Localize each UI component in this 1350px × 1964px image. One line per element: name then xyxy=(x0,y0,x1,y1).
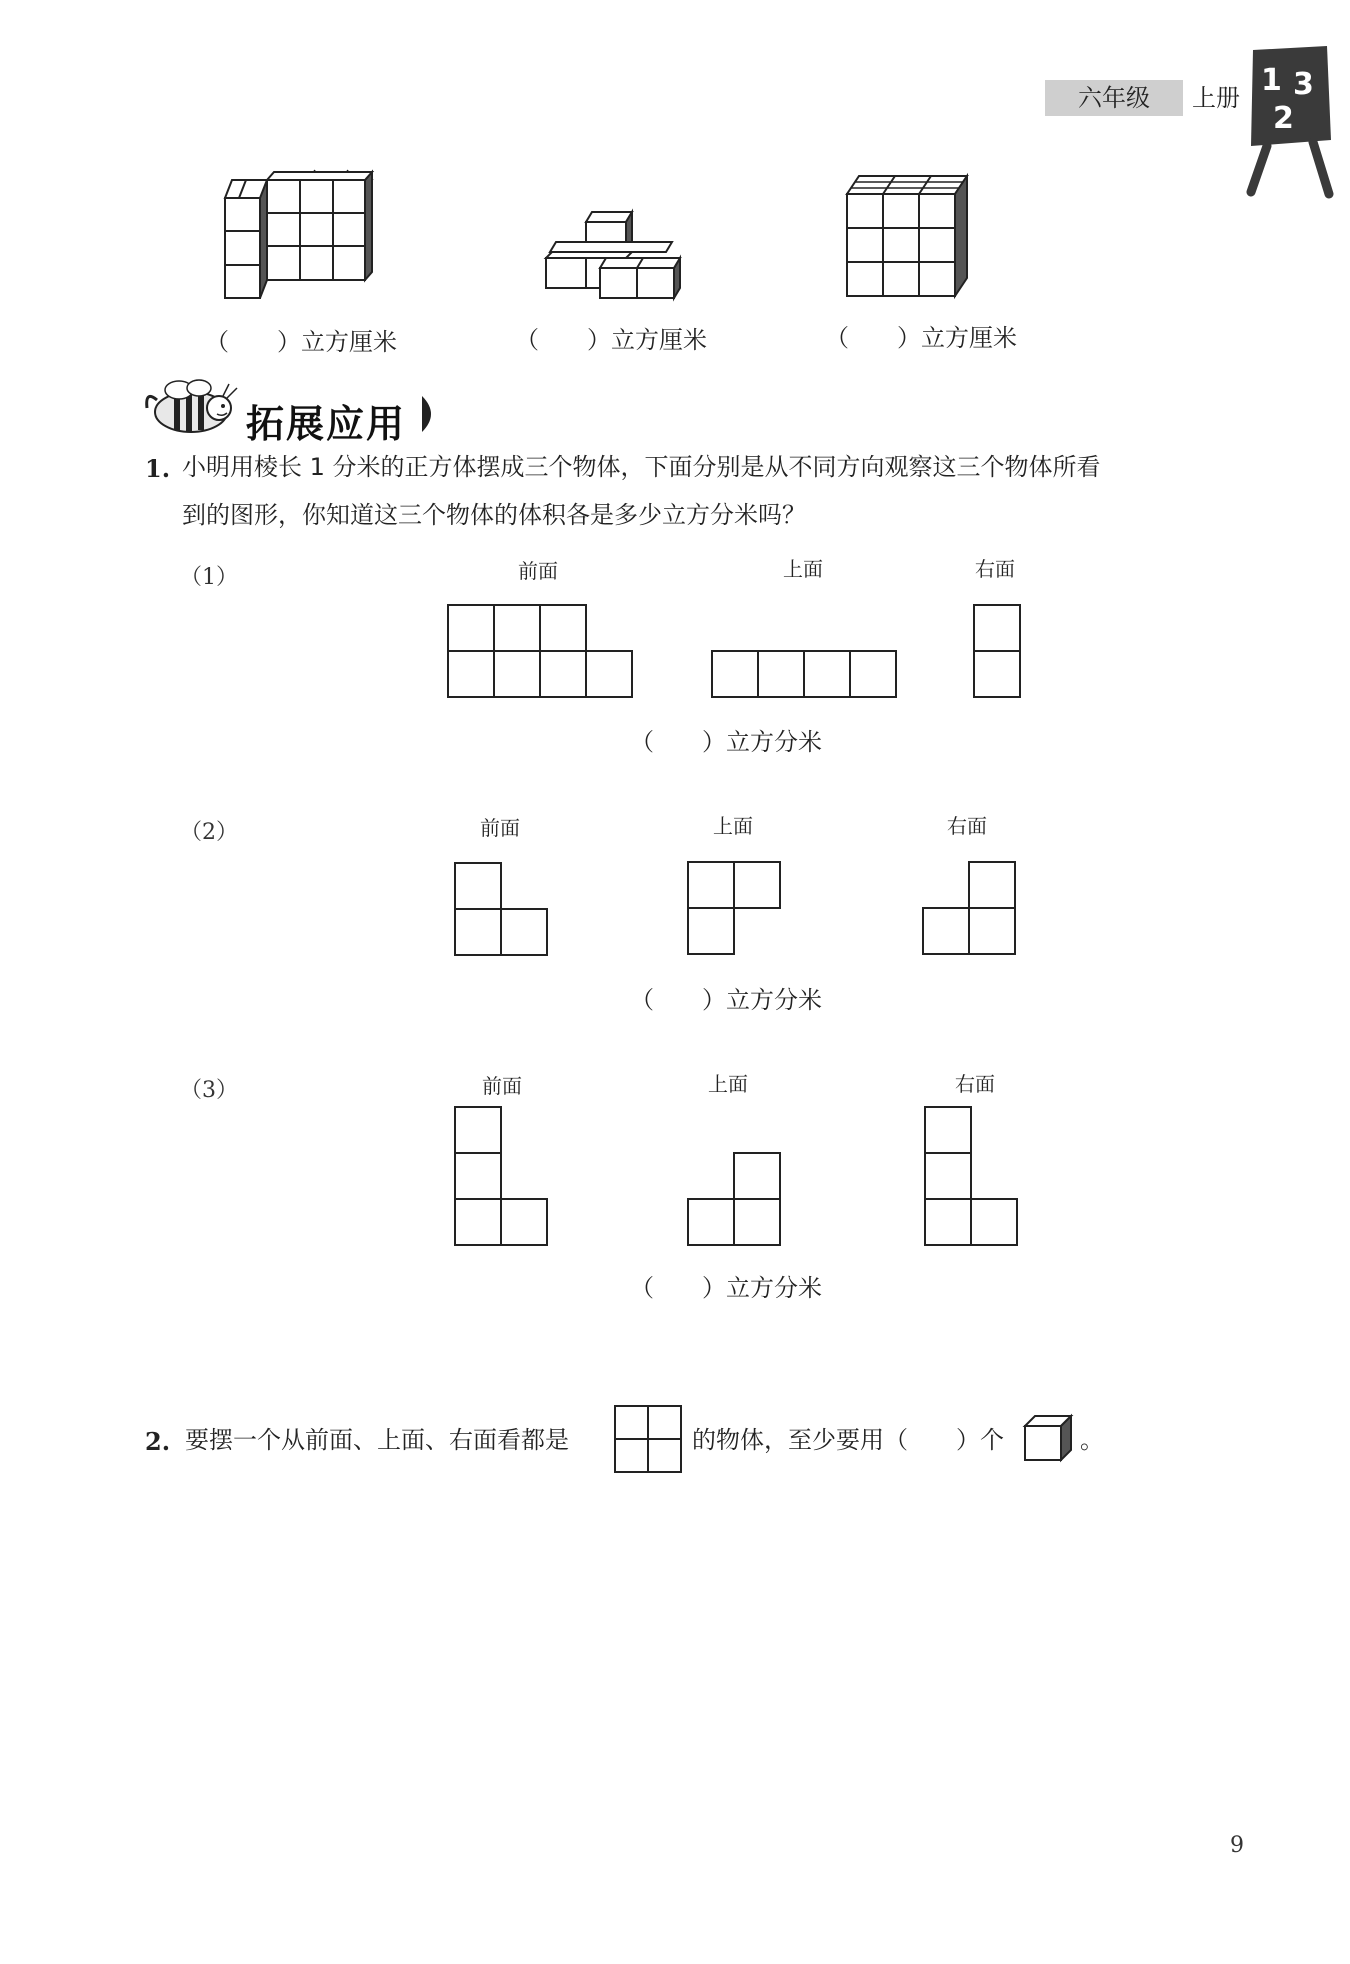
part-1-top-view xyxy=(711,650,897,698)
part-3-right-label: 右面 xyxy=(955,1072,995,1096)
question-1-number: 1. xyxy=(145,454,171,483)
part-2-answer[interactable]: （ ）立方分米 xyxy=(630,986,822,1014)
top-caption-1 xyxy=(205,322,397,357)
part-1-right-view xyxy=(973,604,1021,698)
cube-figure-1 xyxy=(220,170,380,305)
part-2-top-label: 上面 xyxy=(713,814,753,838)
part-2-top-view xyxy=(687,861,781,955)
volume-label: 上册 xyxy=(1192,84,1240,112)
question-2-text-end: 。 xyxy=(1080,1426,1104,1454)
part-1-answer[interactable]: （ ）立方分米 xyxy=(630,728,822,756)
part-3-top-label: 上面 xyxy=(708,1072,748,1096)
part-2-label: （2） xyxy=(180,820,238,845)
part-1-front-label: 前面 xyxy=(518,559,558,583)
section-title: 拓展应用 xyxy=(246,402,407,446)
cube-figure-2 xyxy=(540,210,680,300)
part-2-front-label: 前面 xyxy=(480,816,520,840)
bee-icon xyxy=(143,378,243,438)
part-2-right-label: 右面 xyxy=(947,814,987,838)
chalkboard-logo xyxy=(1245,42,1335,202)
question-1-line-1: 小明用棱长 1 分米的正方体摆成三个物体，下面分别是从不同方向观察这三个物体所看 xyxy=(182,453,1101,481)
answer-blank[interactable]: （ ） xyxy=(825,324,921,352)
top-caption-3 xyxy=(825,318,1017,353)
part-3-front-label: 前面 xyxy=(482,1074,522,1098)
unit-label: 立方厘米 xyxy=(921,324,1017,352)
question-2-text-middle: 的物体，至少要用（ ）个 xyxy=(692,1426,1004,1454)
unit-label: 立方厘米 xyxy=(301,328,397,356)
logo-digit-3: 3 xyxy=(1293,67,1314,102)
part-3-top-view xyxy=(687,1152,781,1246)
part-1-top-label: 上面 xyxy=(783,557,823,581)
part-3-label: （3） xyxy=(180,1078,238,1103)
top-caption-2 xyxy=(515,320,707,355)
logo-digit-1: 1 xyxy=(1261,63,1282,98)
unit-label: 立方厘米 xyxy=(611,326,707,354)
logo-digit-2: 2 xyxy=(1273,101,1294,136)
question-2-text-before: 要摆一个从前面、上面、右面看都是 xyxy=(185,1426,569,1454)
answer-blank[interactable]: （ ） xyxy=(515,326,611,354)
page-number: 9 xyxy=(1230,1833,1244,1858)
question-2-number: 2. xyxy=(145,1427,171,1456)
part-3-right-view xyxy=(924,1106,1018,1246)
part-1-front-view xyxy=(447,604,633,698)
part-2-front-view xyxy=(454,862,548,956)
question-2-grid-figure xyxy=(614,1405,682,1473)
small-cube-icon xyxy=(1022,1413,1074,1463)
part-1-right-label: 右面 xyxy=(975,557,1015,581)
question-1-line-2: 到的图形，你知道这三个物体的体积各是多少立方分米吗？ xyxy=(182,501,806,529)
section-title-end-cap xyxy=(420,394,442,434)
answer-blank[interactable]: （ ） xyxy=(205,328,301,356)
cube-figure-3 xyxy=(845,172,995,302)
part-3-answer[interactable]: （ ）立方分米 xyxy=(630,1274,822,1302)
grade-label: 六年级 xyxy=(1045,80,1183,116)
part-2-right-view xyxy=(922,861,1016,955)
part-3-front-view xyxy=(454,1106,548,1246)
part-1-label: （1） xyxy=(180,565,238,590)
